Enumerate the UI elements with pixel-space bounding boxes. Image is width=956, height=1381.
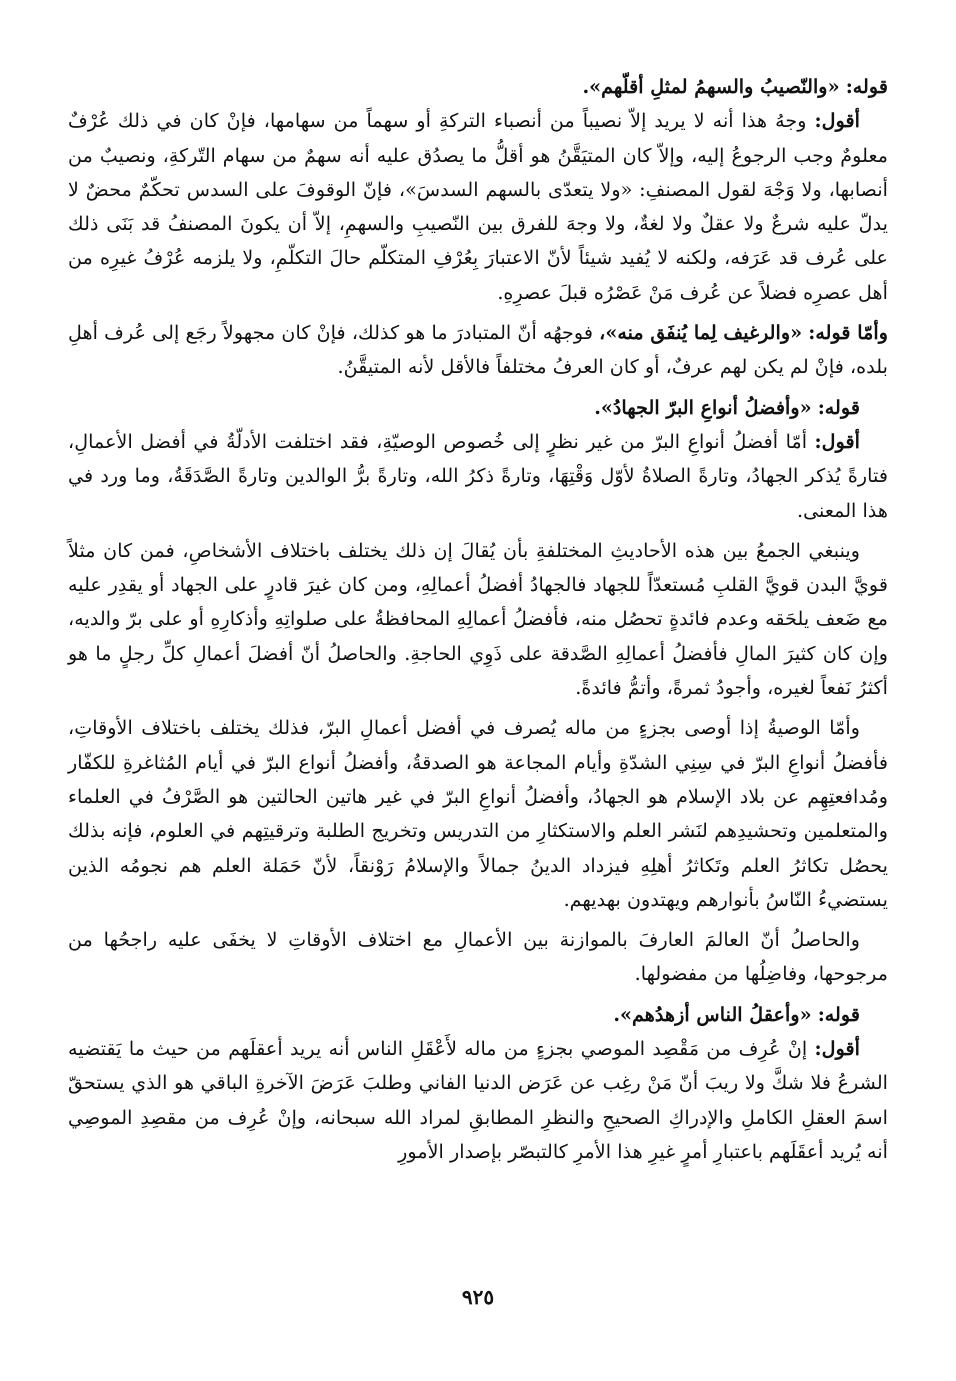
paragraph-commentary-nasib <box>68 104 888 310</box>
speaker-label: وأمّا قوله: <box>808 321 888 345</box>
speaker-label: أقول: <box>814 1037 860 1061</box>
paragraph-text: فوجهُه أنّ المتبادرَ ما هو كذلك، فإنْ كان مجهولاً رجَع إلى عُرف أهلِ بلده، فإنْ لم يكن لهم عرفٌ، أو كان العرفُ مختلفاً فالأقل لأنه المتيقَّنُ. <box>68 321 888 379</box>
quoted-text: «وأعقلُ الناس أزهدُهم». <box>613 1002 812 1026</box>
paragraph-text: وأمّا الوصيةُ إذا أوصى بجزءٍ من ماله يُصرف في أفضل أعمالِ البرّ، فذلك يختلف باختلاف الأوقاتِ، فأفضلُ أنواعِ البرّ في سِنِي الشدّةِ وأيام المجاعة هو الصدقةُ، وأفضلُ أنواع البرّ في أيام المُثاغرةِ للكفّار ومُدافعتِهِم عن بلاد الإسلام هو الجهادُ، وأفضلُ أنواعِ البرّ في غير هاتين الحالتين هو الصَّرْفُ في العلماء والمتعلمين وتحشيدِهم لنَشر العلم والاستكثارِ من التدريس وتخريج الطلبة وترقيتِهم في العلوم، فإنه بذلك يحصُل تكاثرُ العلم وتَكاثرُ أهلِهِ فيزداد الدينُ جمالاً والإسلامُ رَوْنقاً، لأنّ حَمَلة العلم هم نجومُه الذين يستضيءُ النّاسُ بأنوارهم ويهتدون بهديهم. <box>68 716 888 911</box>
paragraph-text: أمّا أفضلُ أنواعِ البرّ من غير نظرٍ إلى خُصوص الوصيّةِ، فقد اختلفت الأدلّةُ في أفضل الأعمالِ، فتارةً يُذكر الجهادُ، وتارةً الصلاةُ لأوّل وَقْتِهَا، وتارةً ذكرُ الله، وتارةً برُّ الوالدين وتارةً الصَّدَقَةُ، وما ورد في هذا المعنى. <box>68 429 888 522</box>
paragraph-text: وجهُ هذا أنه لا يريد إلاّ نصيباً من أنصباء التركةِ أو سهماً من سهامها، فإنْ كان في ذلك عُرْفٌ معلومٌ وجب الرجوعُ إليه، وإلاّ كان المتيَقَّنُ هو أقلُّ ما يصدُق عليه أنه سهمٌ من سهام التّركةِ، ونصيبٌ من أنصابها، ولا وَجْهَ لقول المصنفِ: «ولا يتعدّى بالسهم السدسَ»، فإنّ الوقوفَ على السدس تحكّمٌ محضٌ لا يدلّ عليه شرعٌ ولا عقلٌ ولا لغةٌ، ولا وجهَ للفرق بين النّصيبِ والسهمِ، إلاّ أن يكونَ المصنفُ قد بَنَى ذلك على عُرف قد عَرَفه، ولكنه لا يُفيد شيئاً لأنّ الاعتبارَ بِعُرْفِ المتكلّم حالَ التكلّمِ، ولا يلزمه عُرْفُ غيرِه من أهل عصرِه فضلاً عن عُرف مَنْ عَصْرُه قبلَ عصرِهِ. <box>68 109 888 304</box>
paragraph-reconcile-hadith <box>68 534 888 705</box>
paragraph-text: والحاصلُ أنّ العالمَ العارفَ بالموازنة بين الأعمالِ مع اختلاف الأوقاتِ لا يخفَى عليه راجحُها من مرجوحها، وفاضِلُها من مفضولها. <box>68 928 888 986</box>
quoted-text: «والرغيف لِما يُنفَق منه»، <box>599 321 803 345</box>
paragraph-raghif <box>68 316 888 385</box>
paragraph-conclusion <box>68 923 888 992</box>
heading-quote-birr <box>68 391 888 425</box>
paragraph-commentary-birr <box>68 425 888 528</box>
paragraph-text: وينبغي الجمعُ بين هذه الأحاديثِ المختلفةِ بأن يُقالَ إن ذلك يختلف باختلاف الأشخاصِ، فمن كان مثلاً قويَّ البدن قويَّ القلبِ مُستعدّاً للجهاد فالجهادُ أفضلُ أعمالِهِ، ومن كان غيرَ قادرٍ على الجهاد أو يقدِر عليه مع ضَعف يلحَقه وعدم فائدةٍ تحصُل منه، فأفضلُ أعمالِهِ المحافظةُ على صلواتِهِ وأذكارِهِ أو على برّ والديه، وإن كان كثيرَ المالِ فأفضلُ أعمالِهِ الصَّدقة على ذَوِي الحاجةِ. والحاصلُ أنّ أفضلَ أعمالِ كلِّ رجلٍ ما هو أكثرُ نَفعاً لغيره، وأجودُ ثمرةً، وأتمُّ فائدةً. <box>68 538 888 700</box>
paragraph-commentary-aqal <box>68 1032 888 1169</box>
speaker-label: قوله: <box>817 1002 860 1026</box>
speaker-label: قوله: <box>817 395 860 419</box>
paragraph-text: إنْ عُرِف من مَقْصِد الموصي بجزءٍ من ماله لأَعْقَلِ الناس أنه يريد أعقلَهم من حيث ما يَقتضيه الشرعُ فلا شكَّ ولا ريبَ أنّ مَنْ رغِب عن عَرَض الدنيا الفاني وطلبَ عَرَضَ الآخرةِ الباقي هو الذي يستحقّ اسمَ العقلِ الكاملِ والإدراكِ الصحيحِ والنظرِ المطابقِ لمراد الله سبحانه، وإنْ عُرِف من مقصِدِ الموصِي أنه يُريد أعقَلَهم باعتبارِ أمرٍ غيرِ هذا الأمرِ كالتبصّر بإصدار الأمورِ <box>68 1037 888 1163</box>
heading-quote-aqal <box>68 998 888 1032</box>
quoted-text: «والنّصيبُ والسهمُ لمثلِ أقلّهم». <box>582 75 840 98</box>
page-number: ٩٢٥ <box>461 1285 495 1309</box>
quoted-text: «وأفضلُ أنواعِ البرّ الجهادُ». <box>594 395 812 419</box>
speaker-label: قوله: <box>845 75 888 98</box>
heading-quote-nasib <box>68 70 888 104</box>
speaker-label: أقول: <box>814 109 860 133</box>
paragraph-wasiyya <box>68 711 888 917</box>
speaker-label: أقول: <box>814 429 860 453</box>
